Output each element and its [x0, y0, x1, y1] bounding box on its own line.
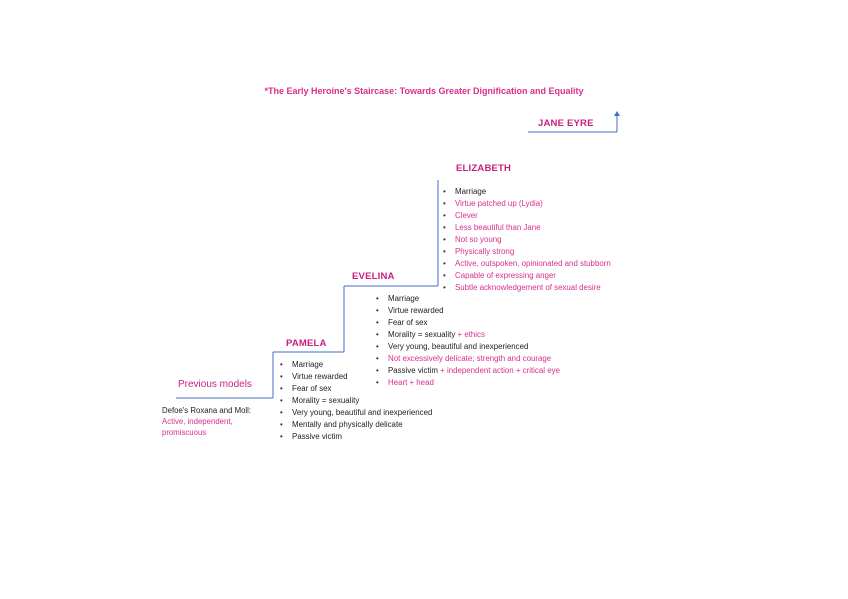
list-item: • Subtle acknowledgement of sexual desire [443, 282, 611, 294]
heading-jane-eyre: JANE EYRE [538, 118, 594, 129]
previous-models-line: Defoe's Roxana and Moll: [162, 406, 252, 415]
list-item: • Passive victim + independent action + critical eye [376, 365, 560, 377]
list-item: • Marriage [376, 293, 560, 305]
list-item: • Capable of expressing anger [443, 270, 611, 282]
list-item: • Fear of sex [280, 383, 432, 395]
arrow-up-icon [614, 111, 620, 116]
list-item: • Heart + head [376, 377, 560, 389]
list-item: • Mentally and physically delicate [280, 419, 432, 431]
page-title: *The Early Heroine's Staircase: Towards Greater Dignification and Equality [264, 86, 584, 96]
list-item: • Virtue rewarded [376, 305, 560, 317]
list-item: • Marriage [280, 359, 432, 371]
previous-models-line: Active, independent, [162, 417, 233, 426]
list-item: • Morality = sexuality [280, 395, 432, 407]
list-item: • Passive victim [280, 431, 432, 443]
elizabeth-list [443, 186, 611, 294]
previous-models-line: promiscuous [162, 428, 207, 437]
list-item: • Less beautiful than Jane [443, 222, 611, 234]
list-item: • Virtue rewarded [280, 371, 432, 383]
previous-models-text [162, 405, 251, 438]
list-item: • Virtue patched up (Lydia) [443, 198, 611, 210]
heading-pamela: PAMELA [286, 338, 327, 349]
list-item: • Not so young [443, 234, 611, 246]
list-item: • Morality = sexuality + ethics [376, 329, 560, 341]
heading-elizabeth: ELIZABETH [456, 163, 512, 174]
list-item: • Not excessively delicate; strength and courage [376, 353, 560, 365]
heading-evelina: EVELINA [352, 271, 395, 282]
list-item: • Fear of sex [376, 317, 560, 329]
list-item: • Very young, beautiful and inexperienced [280, 407, 432, 419]
list-item: • Very young, beautiful and inexperienced [376, 341, 560, 353]
heading-previous-models: Previous models [178, 379, 252, 390]
list-item: • Clever [443, 210, 611, 222]
pamela-list [280, 359, 432, 443]
list-item: • Active, outspoken, opinionated and stubborn [443, 258, 611, 270]
list-item: • Physically strong [443, 246, 611, 258]
list-item: • Marriage [443, 186, 611, 198]
